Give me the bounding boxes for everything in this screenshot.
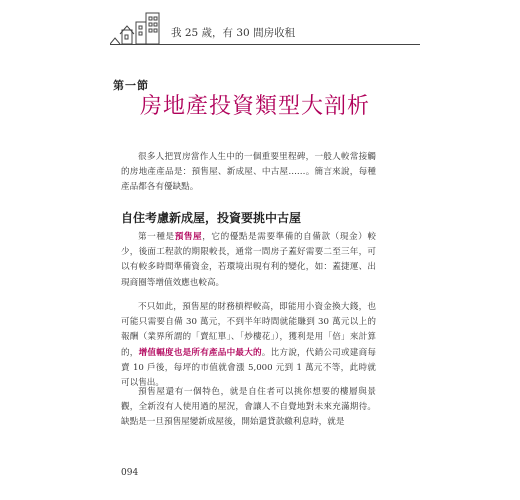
- paragraph-text: 第一種是: [138, 232, 175, 242]
- section-title: 房地產投資類型大剖析: [140, 94, 371, 119]
- section-label: 第一節: [113, 79, 149, 92]
- paragraph-presale: [121, 230, 376, 291]
- running-header: [0, 0, 520, 60]
- buildings-icon: [110, 10, 170, 46]
- header-rule: [110, 44, 420, 45]
- subheading: 自住考慮新成屋，投資要挑中古屋: [121, 211, 302, 225]
- highlight-text: 預售屋: [174, 232, 203, 242]
- paragraph-feature: 預售屋還有一個特色，就是自住者可以挑你想要的樓層與景觀，全新沒有人使用過的屋況，會讓人不自覺地對未來充滿期待。缺點是一旦預售屋變新成屋後，開始還貸款繳利息時，就是: [121, 387, 376, 428]
- paragraph-text: 。比方說，代銷公司或建商每賣 10 戶後，每坪的市值就會漲 5,000 元到 1 萬元不等，此時就可以售出。: [121, 347, 376, 389]
- highlight-text: 增值幅度也是所有產品中最大的: [138, 347, 262, 358]
- paragraph-text: ，它的優點是需要準備的自備款（現金）較少，後面工程款的期限較長，通常一間房子蓋好需要二至三年，可以有較多時間準備資金，若環境出現有利的變化，如：蓋捷運、出現商圈等增值效應也較高。: [121, 232, 376, 288]
- header-title: 我 25 歲，有 30 間房收租: [171, 27, 296, 39]
- page-number: 094: [121, 468, 139, 478]
- paragraph-leverage: [121, 300, 376, 391]
- paragraph-text: 不只如此，預售屋的財務槓桿較高，即能用小資金換大錢，也可能只需要自備 30 萬元，不到半年時間就能賺到 30 萬元以上的報酬（業界所謂的「賣紅單」、「炒樓花」），獲利是用「倍」來計算的，: [121, 302, 376, 358]
- intro-paragraph: 很多人把買房當作人生中的一個重要里程碑，一般人較常接觸的房地產產品是：預售屋、新成屋、中古屋……。簡言來說，每種產品都各有優缺點。: [121, 152, 376, 193]
